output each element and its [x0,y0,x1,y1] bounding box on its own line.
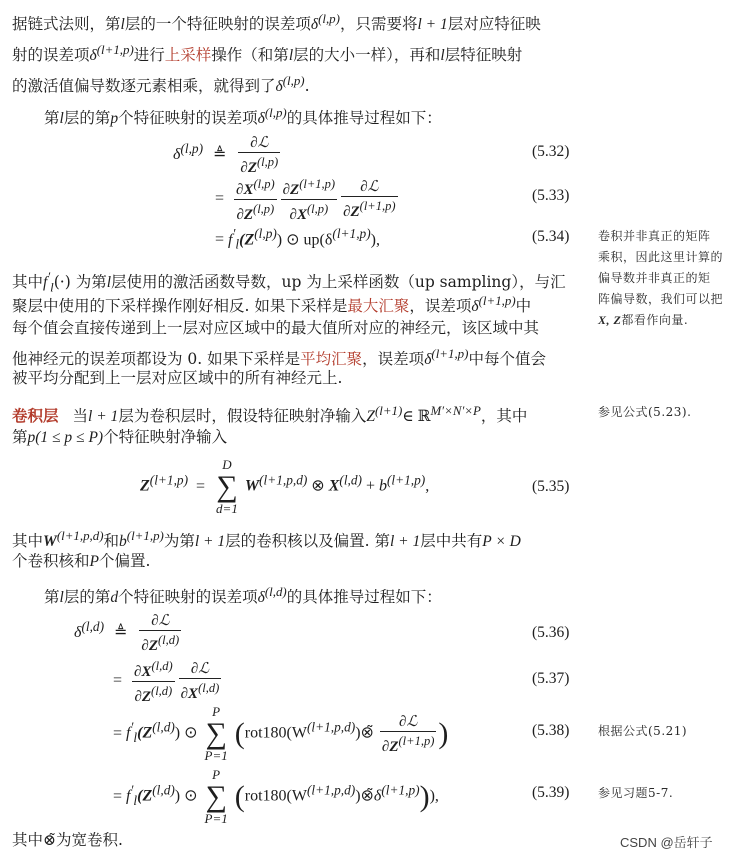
text: 个特征映射的误差项 [118,588,258,607]
den: ∂Z [381,738,399,755]
sub: l [133,729,138,745]
sup: (l+1,p,d) [306,782,356,798]
text: 层的一个特征映射的误差项 [124,15,311,34]
math: l [59,589,64,607]
def-symbol: ≜ [213,146,227,164]
side-line: 阵偏导数，我们可以把 [598,292,724,306]
den: ∂X [289,207,307,223]
paren: ( [234,780,245,813]
sup: (l,d) [339,472,362,488]
math: p [110,110,119,128]
para3-line2 [12,290,531,317]
sup: (l+1,p) [126,528,164,543]
eq-5-35 [140,458,429,516]
side-note-ref: 参见习题5-7. [598,786,674,800]
side-note-ref: 根据公式(5.21) [598,724,688,738]
prime: ′ [232,226,236,241]
odot: ) ⊙ [174,724,198,742]
denominator [380,732,436,756]
equals: = [196,477,206,495]
otimes: ⊗ [311,477,325,495]
text: 进行 [133,46,165,65]
para3-line5: 被平均分配到上一层对应区域中的所有神经元上. [12,369,343,387]
math-sup: (l,p) [264,105,287,120]
equals: = [215,190,225,208]
sup: (l,p) [253,177,275,191]
sup: (l+1,p) [386,472,426,488]
fraction [179,660,222,703]
sum-bottom: P=1 [204,748,228,763]
sup: (l,d) [151,684,173,698]
text: ，其中 [480,407,528,426]
text: 中每个值会 [468,350,546,369]
den: ∂X [180,686,199,702]
numerator: ∂ℒ [238,134,280,153]
text: 层中共有 [420,532,483,551]
math: X, Z [598,313,622,327]
prime: ′ [130,719,134,735]
text: 层对应特征映 [447,15,541,34]
math-delta: δ [275,78,283,96]
sup: (l+1,p) [431,346,469,361]
fraction [341,178,397,221]
rot180: rot180(W [244,787,307,805]
para1-line1 [12,8,541,35]
text: 当 [72,407,89,426]
text: 为宽卷积. [56,831,123,849]
sub: l [235,236,240,252]
text: 其中 [12,831,44,849]
sup: (l+1,p,d) [306,719,356,735]
math: l [106,274,112,292]
side-line: 卷积并非真正的矩阵 [598,229,711,243]
para5 [44,581,442,608]
math-delta: δ [471,298,479,316]
sum-top: P [212,767,221,782]
fraction [132,657,175,706]
prime: ′ [130,782,134,798]
side-line: 偏导数并非真正的矩 [598,271,711,285]
text: 层的大小一样），再和 [293,46,441,65]
wide-conv: ⊗̃ [360,724,374,742]
math: l [120,16,125,34]
watermark: CSDN @岳轩子 [620,835,713,850]
math: f [43,274,48,292]
math-delta: δ [257,110,265,128]
para3-line4 [12,343,546,370]
sup: (l,d) [151,659,173,673]
def-symbol: ≜ [114,624,128,642]
den: ∂Z [141,638,158,654]
math: l + 1 [417,16,448,34]
para6 [12,830,123,851]
sup: (l+1,p) [332,226,371,241]
para3-line3: 每个值会直接传递到上一层对应区域中的最大值所对应的神经元，该区域中其 [12,319,540,337]
numerator [132,657,175,682]
eq-5-32 [173,134,282,177]
f: f [126,787,131,805]
math-delta: δ [310,16,319,34]
math: ∈ ℝ [402,408,431,426]
para4-line1 [12,525,521,552]
denominator [281,200,337,224]
fraction [281,175,337,224]
para4-line2 [12,551,150,572]
sup: (l+1,p,d) [259,472,308,488]
prime: ′ [47,269,51,284]
math: Z [366,408,375,426]
text: (·) 为第 [53,273,107,292]
math: p [27,429,36,446]
eq-number: (5.38) [532,722,570,739]
comma: ), [429,787,439,805]
eq-number: (5.37) [532,670,570,687]
math: P [89,553,99,570]
z: (Z [137,787,153,805]
delta: δ [373,787,382,805]
plus: + [365,477,375,495]
text: 层为卷积层时，假设特征映射净输入 [118,407,367,426]
math-delta: δ [257,589,265,607]
math-sup: (l,p) [318,11,340,26]
side-note-1 [598,226,723,331]
eq-number: (5.34) [532,228,570,245]
text: ，只需要将 [339,15,418,34]
sup: (l,p) [306,202,329,216]
highlight-link[interactable]: 上采样 [164,46,212,65]
fraction [380,713,436,756]
math: l [59,110,64,128]
sum-bottom: d=1 [216,501,238,516]
math-delta: δ [424,351,432,369]
text: 为第 [163,532,195,551]
numerator: ∂ℒ [341,178,397,197]
sub: l [133,792,138,808]
eq-number: (5.33) [532,187,570,204]
fraction [139,612,181,655]
sum-top: P [212,704,221,719]
numerator [281,175,337,200]
f: f [126,724,131,742]
w: W [244,477,260,495]
side-line: 乘积，因此这里计算的 [598,250,724,264]
denominator [139,631,181,655]
num: ∂X [236,182,254,198]
paren: ( [234,717,245,750]
odot: ) ⊙ [174,787,198,805]
sup: (l,d) [264,584,287,599]
sup: (l,p) [180,140,204,156]
f: f [228,231,233,249]
eq-number: (5.32) [532,143,570,160]
math: d [110,589,119,607]
text: 的激活值偏导数逐元素相乘，就得到了 [12,77,276,96]
text: 层特征映射 [444,46,523,65]
text: 射的误差项 [12,46,90,65]
text: 个特征映射的误差项 [118,109,258,128]
numerator: ∂ℒ [139,612,181,631]
delta: δ [173,146,181,164]
eq-5-34 [215,226,380,253]
text: 个特征映射净输入 [103,428,228,446]
text: . [304,77,310,96]
equals: = [113,787,123,805]
b: b [378,477,387,495]
text: 层的卷积核以及偏置. 第 [225,532,390,551]
sup: (l+1,p) [478,293,516,308]
eq-number: (5.35) [532,478,570,495]
math: l + 1 [389,533,421,551]
z: (Z [239,231,255,249]
text: 其中 [12,532,44,551]
num: ∂X [134,664,152,680]
conv-line2 [12,427,227,448]
eq-5-37 [113,657,223,706]
math: l + 1 [194,533,226,551]
denominator [234,200,277,224]
text: 据链式法则，第 [12,15,121,34]
text: 都看作向量. [621,313,689,327]
sup: (l,d) [152,782,175,798]
paren: ) [419,780,430,813]
fraction [234,175,277,224]
text: 个卷积核和 [12,552,90,570]
sup: (l,p) [254,226,277,241]
den: ∂Z [343,204,360,220]
numerator [234,175,277,200]
sup: (l+1,p) [381,782,420,798]
math: l [440,47,445,65]
summation [216,458,238,516]
x: X [328,477,340,495]
para2 [44,102,442,129]
denominator [341,197,397,221]
text: 第 [12,428,28,446]
math: W [43,533,57,551]
text: 的具体推导过程如下： [286,588,442,607]
sup: (l,d) [81,618,105,634]
sup: (l,p) [253,202,275,216]
sum-symbol: ∑ [205,780,227,813]
sub: l [50,279,54,295]
sup: (l,p) [257,155,279,169]
eq-5-36 [74,612,183,655]
fraction [238,134,280,177]
text: 他神经元的误差项都设为 0. 如果下采样是 [12,350,301,369]
equals: = [113,672,123,690]
text: 操作（和第 [211,46,289,65]
math-sup: (l,p) [282,73,305,88]
num: ∂Z [282,182,300,198]
side-line [598,310,723,331]
side-note-ref: 参见公式(5.23). [598,405,692,419]
close: ), [370,231,380,249]
close: ) [355,724,361,742]
text: 个偏置. [98,552,151,570]
section-heading: 卷积层 [12,406,59,426]
text: 层的第 [63,588,111,607]
up-op: ) ⊙ up(δ [276,231,333,249]
summation [205,705,228,763]
highlight-link[interactable]: 平均汇聚 [300,350,363,369]
sup: (l+1,p) [398,733,435,748]
eq-5-39 [113,768,439,826]
denominator [132,682,175,706]
text: ，误差项 [362,350,425,369]
equals: = [215,231,225,249]
para1-line3 [12,70,310,97]
sup: (l+1,p) [149,472,189,488]
comma: , [425,477,430,495]
text: 其中 [12,273,44,292]
conv-line1 [12,400,527,427]
denominator [238,153,280,177]
text: 的具体推导过程如下： [286,109,442,128]
numerator: ∂ℒ [179,660,222,679]
summation [205,768,228,826]
text: 第 [44,588,60,607]
text: 第 [44,109,60,128]
highlight-link[interactable]: 最大汇聚 [347,297,410,316]
math-delta: δ [89,47,97,65]
sum-bottom: P=1 [204,811,228,826]
text: 中 [515,297,532,316]
math: (1 ≤ p ≤ P) [35,429,104,446]
text: 聚层中使用的下采样操作刚好相反. 如果下采样是 [12,297,348,316]
paren: ) [438,717,449,750]
wide-conv: ⊗̃ [360,787,374,805]
text: 层的第 [63,109,111,128]
z: (Z [137,724,153,742]
math: P × D [482,533,521,551]
den: ∂Z [134,689,152,705]
math-sup: (l+1,p) [96,42,134,57]
z: Z [140,477,150,495]
text: 层使用的激活函数导数，up 为上采样函数（up sampling），与汇 [111,273,566,292]
delta: δ [74,624,82,642]
sup: (l+1,p) [359,199,396,213]
text: 和 [103,532,120,551]
eq-5-38 [113,705,448,763]
den: ∂Z [236,207,254,223]
sup: (l+1,p,d) [56,528,104,543]
sum-symbol: ∑ [205,717,227,750]
para1-line2 [12,39,522,66]
rot180: rot180(W [244,724,307,742]
numerator: ∂ℒ [380,713,436,732]
den: ∂Z [240,160,257,176]
eq-number: (5.39) [532,784,570,801]
sup: (l+1) [374,403,403,418]
sup: (l,d) [158,633,180,647]
sup: (l+1,p) [299,177,336,191]
close: ) [355,787,361,805]
sum-symbol: ∑ [216,470,238,503]
eq-number: (5.36) [532,624,570,641]
sup: M′×N′×P [430,403,481,418]
text: ，误差项 [409,297,472,316]
sup: (l,d) [198,681,220,695]
math: b [119,533,127,551]
math: l + 1 [88,408,119,426]
math: ⊗̃ [43,831,57,849]
equals: = [113,724,123,742]
denominator [179,679,222,703]
sum-top: D [222,457,232,472]
sup: (l,d) [152,719,175,735]
eq-5-33 [215,175,400,224]
math: l [288,47,294,65]
